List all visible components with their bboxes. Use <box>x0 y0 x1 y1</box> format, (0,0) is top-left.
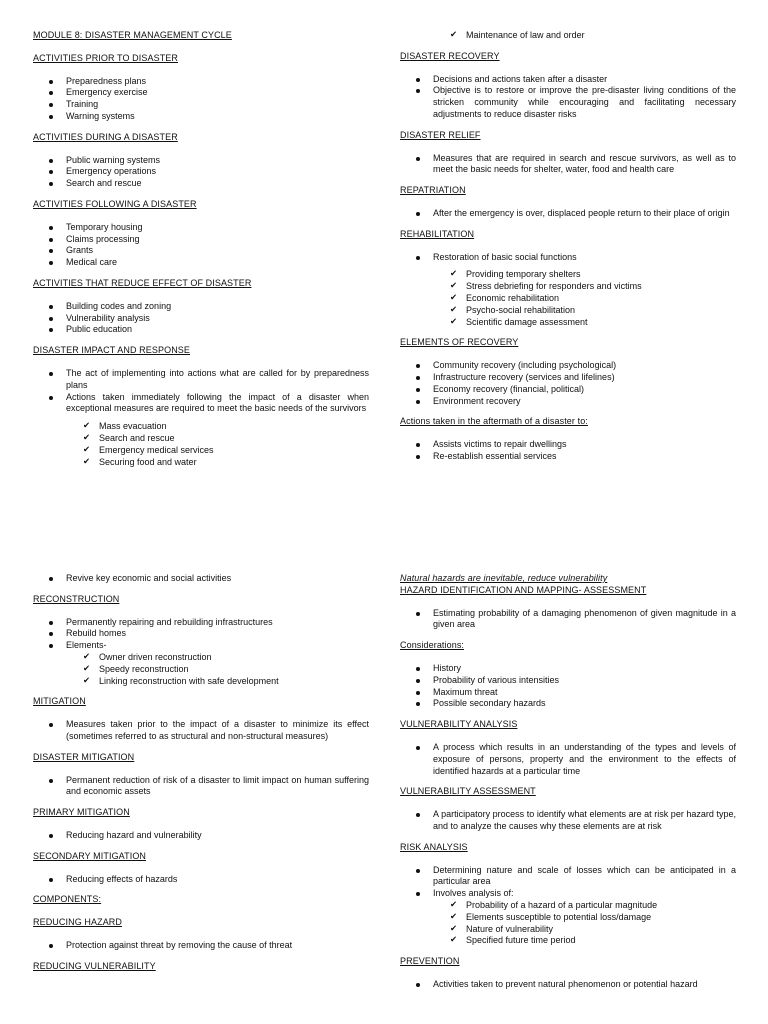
section-heading-secondary-mitigation: SECONDARY MITIGATION <box>33 850 147 861</box>
bullet-list-item: Emergency operations <box>33 166 369 178</box>
bullet-list-item: Activities taken to prevent natural phenomenon or potential hazard <box>400 979 736 991</box>
bullet-list <box>400 439 736 463</box>
bullet-list <box>400 153 736 177</box>
bullet-list-item: Emergency exercise <box>33 87 369 99</box>
bullet-list-item: Reducing hazard and vulnerability <box>33 830 369 842</box>
bullet-list <box>33 155 369 190</box>
bullet-list <box>400 979 736 991</box>
bullet-list-item: Decisions and actions taken after a disaster <box>400 74 736 86</box>
checkmark-list-item: ✔ Mass evacuation <box>33 421 369 433</box>
section-heading-activities-prior-to-disaster: ACTIVITIES PRIOR TO DISASTER <box>33 52 178 63</box>
checkmark-list-item: ✔ Maintenance of law and order <box>400 30 736 42</box>
bullet-list-item: Measures that are required in search and rescue survivors, as well as to meet the basic needs for shelter, water, food and health care <box>400 153 736 177</box>
bullet-list-item: Infrastructure recovery (services and lifelines) <box>400 372 736 384</box>
checkmark-list-item: ✔ Emergency medical services <box>33 445 369 457</box>
section-heading-activities-during-a-disaster: ACTIVITIES DURING A DISASTER <box>33 131 178 142</box>
checkmark-list-item: ✔ Probability of a hazard of a particular magnitude <box>400 900 736 912</box>
bullet-list <box>33 301 369 336</box>
section-heading-vulnerability-assessment: VULNERABILITY ASSESSMENT <box>400 786 536 797</box>
bullet-list-item: Possible secondary hazards <box>400 698 736 710</box>
bullet-list-item: A participatory process to identify what elements are at risk per hazard type, and to analyze the causes why these elements are at risk <box>400 809 736 833</box>
section-heading-rehabilitation: REHABILITATION <box>400 228 475 239</box>
bullet-list-item: Grants <box>33 245 369 257</box>
bullet-list-item: Temporary housing <box>33 222 369 234</box>
bullet-list <box>33 830 369 842</box>
section-heading-reconstruction: RECONSTRUCTION <box>33 593 120 604</box>
section-heading-activities-that-reduce-effect-of-disaste: ACTIVITIES THAT REDUCE EFFECT OF DISASTER <box>33 277 252 288</box>
checkmark-list-item: ✔ Scientific damage assessment <box>400 317 736 329</box>
checkmark-list-item: ✔ Stress debriefing for responders and victims <box>400 281 736 293</box>
bullet-list <box>33 573 369 585</box>
checkmark-list-item: ✔ Linking reconstruction with safe development <box>33 676 369 688</box>
bullet-list-item: Reducing effects of hazards <box>33 874 369 886</box>
section-heading-module-8-disaster-management-cycle: MODULE 8: DISASTER MANAGEMENT CYCLE <box>33 30 232 40</box>
bullet-list-item: Revive key economic and social activities <box>33 573 369 585</box>
section-heading-natural-hazards-are-inevitable-reduce-vu: Natural hazards are inevitable, reduce vulnerability <box>400 573 608 583</box>
bullet-list <box>33 222 369 269</box>
bullet-list <box>400 74 736 121</box>
bullet-list-item: Protection against threat by removing the cause of threat <box>33 940 369 952</box>
checkmark-list-item: ✔ Providing temporary shelters <box>400 269 736 281</box>
bullet-list-item: Measures taken prior to the impact of a disaster to minimize its effect (sometimes referred to as structural and non-structural measures) <box>33 719 369 743</box>
section-heading-disaster-relief: DISASTER RELIEF <box>400 129 481 140</box>
checkmark-list-item: ✔ Nature of vulnerability <box>400 924 736 936</box>
section-heading-activities-following-a-disaster: ACTIVITIES FOLLOWING A DISASTER <box>33 198 197 209</box>
section-heading-actions-taken-in-the-aftermath-of-a-disa: Actions taken in the aftermath of a disaster to: <box>400 416 588 427</box>
bullet-list-item: Search and rescue <box>33 178 369 190</box>
section-heading-hazard-identification-and-mapping-assess: HAZARD IDENTIFICATION AND MAPPING- ASSESSMENT <box>400 584 647 595</box>
bullet-list-item: Estimating probability of a damaging phenomenon of given magnitude in a given area <box>400 608 736 632</box>
bullet-list-item: Public education <box>33 324 369 336</box>
bullet-list-item: Probability of various intensities <box>400 675 736 687</box>
checkmark-list-item: ✔ Owner driven reconstruction <box>33 652 369 664</box>
bullet-list-item: Building codes and zoning <box>33 301 369 313</box>
bullet-list-item: The act of implementing into actions what are called for by preparedness plans <box>33 368 369 392</box>
bullet-list <box>400 742 736 777</box>
bullet-list <box>33 76 369 123</box>
section-heading-prevention: PREVENTION <box>400 956 460 967</box>
bullet-list-item: Re-establish essential services <box>400 451 736 463</box>
bullet-list <box>400 608 736 632</box>
section-heading-reducing-hazard: REDUCING HAZARD <box>33 917 123 928</box>
section-heading-components: COMPONENTS: <box>33 894 102 905</box>
section-heading-elements-of-recovery: ELEMENTS OF RECOVERY <box>400 337 519 348</box>
section-heading-reducing-vulnerability: REDUCING VULNERABILITY <box>33 960 156 971</box>
bullet-list-item: Elements- <box>33 640 369 652</box>
bullet-list <box>400 663 736 710</box>
checkmark-list-item: ✔ Search and rescue <box>33 433 369 445</box>
bullet-list-item: Involves analysis of: <box>400 888 736 900</box>
section-heading-considerations: Considerations: <box>400 640 465 651</box>
bullet-list-item: Community recovery (including psychological) <box>400 360 736 372</box>
bullet-list-item: Warning systems <box>33 111 369 123</box>
bullet-list-item: After the emergency is over, displaced people return to their place of origin <box>400 208 736 220</box>
bullet-list-item: Permanently repairing and rebuilding infrastructures <box>33 617 369 629</box>
checkmark-list-item: ✔ Securing food and water <box>33 457 369 469</box>
bullet-list-item: A process which results in an understanding of the types and levels of exposure of persons, property and the environment to the effects of identified hazards at a particular time <box>400 742 736 777</box>
bullet-list-item: Determining nature and scale of losses which can be anticipated in a particular area <box>400 865 736 889</box>
bullet-list <box>400 809 736 833</box>
bullet-list-item: Restoration of basic social functions <box>400 252 736 264</box>
bullet-list-item: Environment recovery <box>400 396 736 408</box>
bullet-list <box>400 865 736 948</box>
section-heading-vulnerability-analysis: VULNERABILITY ANALYSIS <box>400 719 518 730</box>
bullet-list <box>33 617 369 688</box>
bullet-list-item: Maximum threat <box>400 687 736 699</box>
bullet-list-item: Economy recovery (financial, political) <box>400 384 736 396</box>
bullet-list-item: Vulnerability analysis <box>33 313 369 325</box>
bullet-list-item: Rebuild homes <box>33 628 369 640</box>
bullet-list <box>33 775 369 799</box>
bullet-list <box>33 940 369 952</box>
section-heading-disaster-mitigation: DISASTER MITIGATION <box>33 751 135 762</box>
bullet-list <box>33 719 369 743</box>
bullet-list-item: History <box>400 663 736 675</box>
bullet-list-item: Public warning systems <box>33 155 369 167</box>
bullet-list <box>400 360 736 407</box>
checkmark-list-item: ✔ Elements susceptible to potential loss/damage <box>400 912 736 924</box>
bullet-list-item: Training <box>33 99 369 111</box>
bullet-list <box>33 368 369 468</box>
checkmark-list-item: ✔ Specified future time period <box>400 935 736 947</box>
bullet-list-item: Assists victims to repair dwellings <box>400 439 736 451</box>
checkmark-list-item: ✔ Speedy reconstruction <box>33 664 369 676</box>
section-heading-mitigation: MITIGATION <box>33 696 86 707</box>
bullet-list-item: Actions taken immediately following the impact of a disaster when exceptional measures are required to meet the basic needs of the survivors <box>33 392 369 416</box>
bullet-list-item: Medical care <box>33 257 369 269</box>
bullet-list-item: Preparedness plans <box>33 76 369 88</box>
bullet-list-item: Permanent reduction of risk of a disaster to limit impact on human suffering and economic assets <box>33 775 369 799</box>
checkmark-list-item: ✔ Psycho-social rehabilitation <box>400 305 736 317</box>
section-heading-primary-mitigation: PRIMARY MITIGATION <box>33 807 130 818</box>
panel-bottom-left <box>33 573 369 1024</box>
section-heading-risk-analysis: RISK ANALYSIS <box>400 841 468 852</box>
checkmark-list-item: ✔ Economic rehabilitation <box>400 293 736 305</box>
bullet-list <box>33 874 369 886</box>
bullet-list-item: Claims processing <box>33 234 369 246</box>
section-heading-disaster-impact-and-response: DISASTER IMPACT AND RESPONSE <box>33 345 190 356</box>
section-heading-disaster-recovery: DISASTER RECOVERY <box>400 50 500 61</box>
bullet-list-item: Objective is to restore or improve the pre-disaster living conditions of the stricken community while encouraging and facilitating necessary adjustments to reduce disaster risks <box>400 85 736 120</box>
panel-top-right <box>400 30 736 530</box>
bullet-list <box>400 252 736 329</box>
bullet-list <box>400 208 736 220</box>
bullet-list <box>400 30 736 42</box>
panel-bottom-right <box>400 573 736 1024</box>
panel-top-left <box>33 30 369 530</box>
section-heading-repatriation: REPATRIATION <box>400 185 466 196</box>
